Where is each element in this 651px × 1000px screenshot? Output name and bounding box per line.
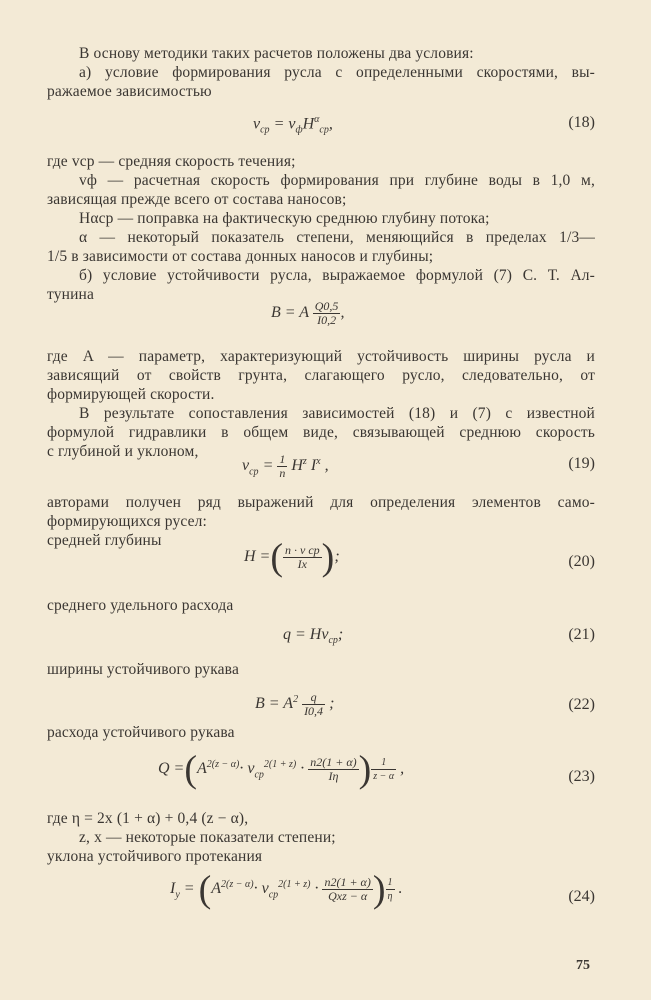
text-line: где η = 2x (1 + α) + 0,4 (z − α), — [47, 810, 249, 827]
text-line: В результате сопоставления зависимостей (18) и (7) с известной — [79, 405, 595, 422]
text-line: авторами получен ряд выражений для определения элементов само- — [47, 494, 595, 511]
text-line: формулой гидравлики в общем виде, связывающей среднюю скорость — [47, 424, 595, 441]
text-line: α — некоторый показатель степени, меняющийся в пределах 1/3— — [79, 229, 595, 246]
equation-number: (19) — [568, 455, 595, 472]
equation-20: H =( $\frac{\text{n · v ср}}{Ix}$ ); (20) — [244, 536, 595, 579]
text-line: ширины устойчивого рукава — [47, 661, 239, 678]
equation-7: B = A $\frac{Q0,5}{I0,2}$ , — [271, 299, 345, 327]
text-line: расхода устойчивого рукава — [47, 724, 235, 741]
text-line: б) условие устойчивости русла, выражаемое формулой (7) С. Т. Ал- — [79, 267, 595, 284]
equation-19: $v_{ср}$ = $\frac{1}{n}$ $H^z$ $I^x$ , (19) — [242, 452, 595, 480]
text-line: зависящая прежде всего от состава наносов; — [47, 191, 347, 208]
equation-number: (22) — [568, 696, 595, 713]
text-line: среднего удельного расхода — [47, 597, 234, 614]
text-line: z, x — некоторые показатели степени; — [79, 829, 336, 846]
text-line: 1/5 в зависимости от состава донных наносов и глубины; — [47, 248, 434, 265]
text-line: тунина — [47, 286, 94, 303]
equation-number: (23) — [568, 768, 595, 785]
text-line: Hαср — поправка на фактическую среднюю глубину потока; — [79, 210, 490, 227]
text-line: где vср — средняя скорость течения; — [47, 153, 296, 170]
text-line: зависящий от свойств грунта, слагающего русло, следовательно, от — [47, 367, 595, 384]
text-line: с глубиной и уклоном, — [47, 443, 199, 460]
text-line: формирующей скорости. — [47, 386, 215, 403]
equation-number: (24) — [568, 888, 595, 905]
text-line: формирующихся русел: — [47, 513, 207, 530]
text-line: средней глубины — [47, 532, 162, 549]
text-line: где A — параметр, характеризующий устойчивость ширины русла и — [47, 348, 595, 365]
equation-number: (18) — [568, 114, 595, 131]
equation-18: $v_{ср} = v_фH^\alpha_{ср}$, (18) — [253, 114, 595, 136]
text-line: уклона устойчивого протекания — [47, 848, 263, 865]
equation-21: $q = Hv_{ср}$; (21) — [283, 626, 595, 647]
equation-24: $I_у = (A^{2(z - \alpha)}\cdot v_{ср}^{2(1 + z)}$ · $\frac{n2(1 + \alpha)}{\text{Qxz − α}}$ ) $\frac{1}{\eta}$ . (24) — [170, 868, 595, 911]
page-number: 75 — [576, 958, 590, 973]
text-line: ражаемое зависимостью — [47, 83, 212, 100]
text-line: В основу методики таких расчетов положены два условия: — [79, 45, 474, 62]
equation-22: $B = A^2$ $\frac{q}{I0,4}$ ; (22) — [255, 690, 595, 718]
equation-number: (20) — [568, 553, 595, 570]
equation-23: $Q =(A^{2(z - \alpha)}\cdot v_{ср}^{2(1 + z)}$ · $\frac{n2(1 + \alpha)}{I\eta}$ ) $\frac{1}{z - \alpha}$ , (23) — [158, 748, 595, 791]
text-line: а) условие формирования русла с определенными скоростями, вы- — [79, 64, 595, 81]
equation-number: (21) — [568, 626, 595, 643]
text-line: vф — расчетная скорость формирования при глубине воды в 1,0 м, — [79, 172, 595, 189]
